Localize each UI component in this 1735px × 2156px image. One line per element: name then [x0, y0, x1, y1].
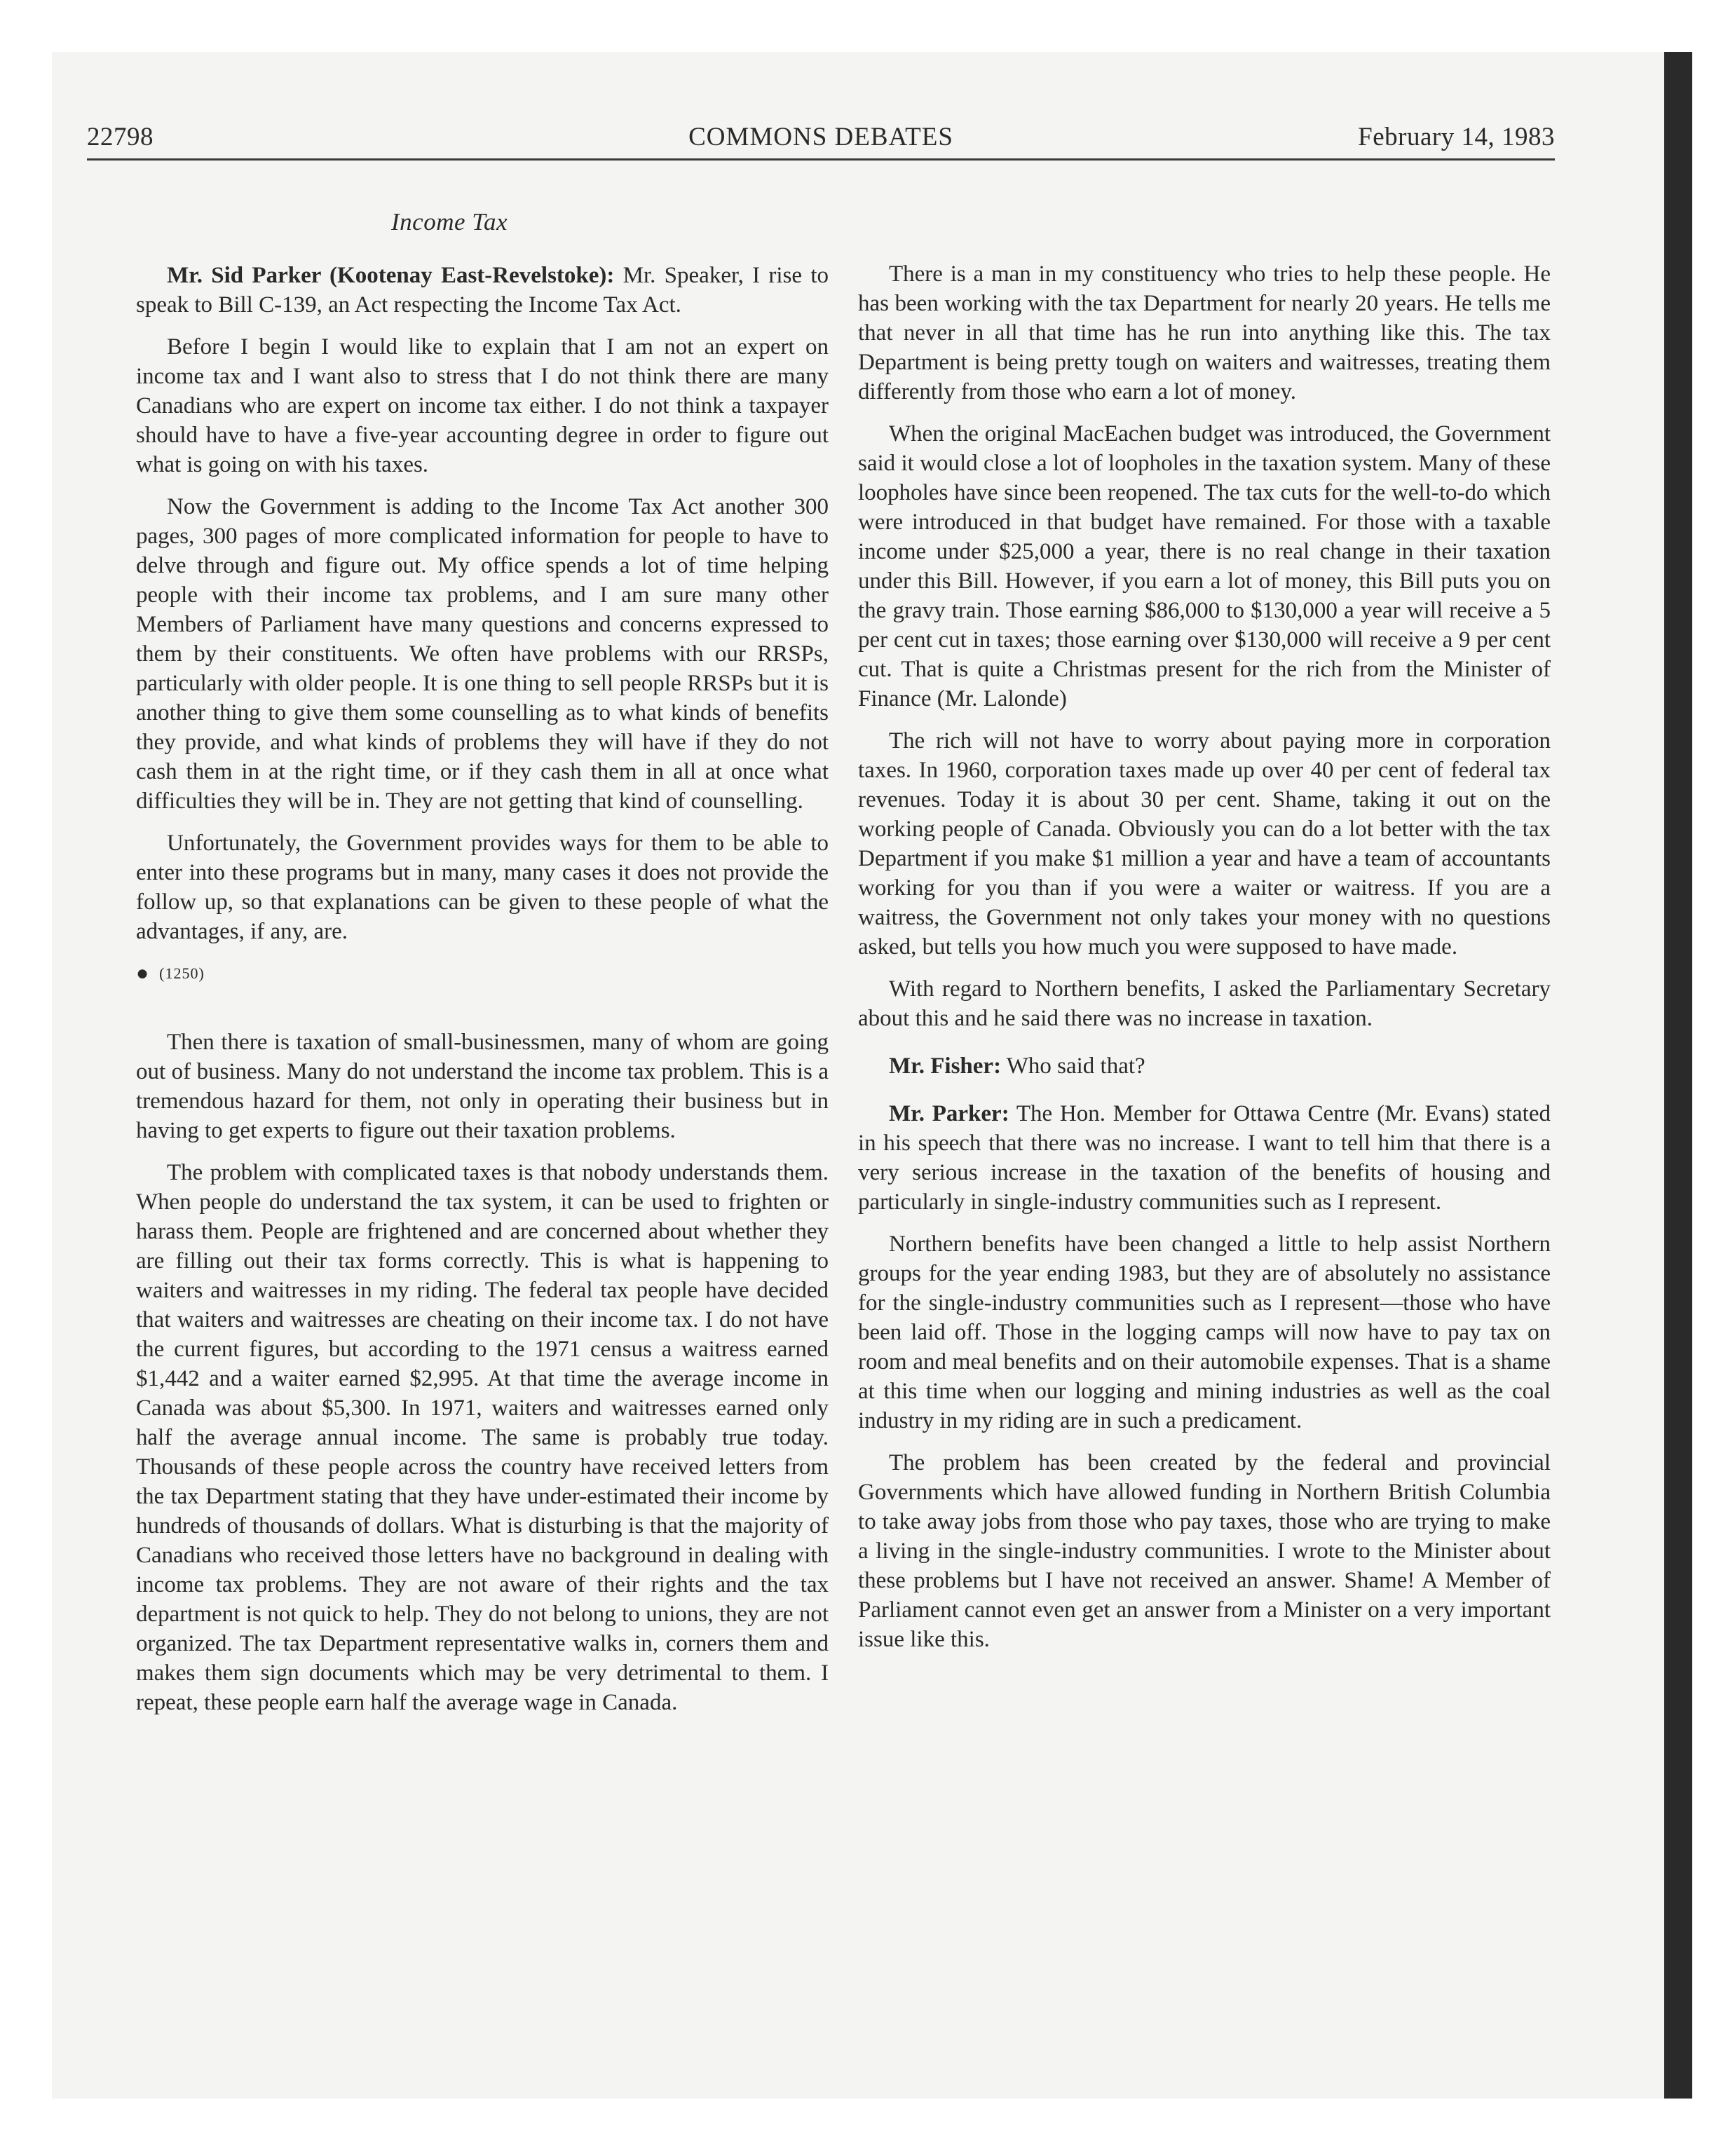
- paragraph: [858, 1099, 1551, 1217]
- paragraph: There is a man in my constituency who tries to help these people. He has been working with the tax Department for nearly 20 years. He tells me that never in all that time has he run into anything like this. The tax Department is being pretty tough on waiters and waitresses, treating them differently from those who earn a lot of money.: [858, 261, 1551, 404]
- paragraph: Unfortunately, the Government provides ways for them to be able to enter into these programs but in many, many cases it does not provide the follow up, so that explanations can be given to these people of what the advantages, if any, are.: [136, 831, 829, 944]
- paragraph: [136, 261, 829, 320]
- right-column: [858, 259, 1551, 1667]
- paragraph: Now the Government is adding to the Income Tax Act another 300 pages, 300 pages of more complicated information for people to have to delve through and figure out. My office spends a lot of time helping people with their income tax problems, and I am sure many other Members of Parliament have many questions and concerns expressed to them by their constituents. We often have problems with our RRSPs, particularly with older people. It is one thing to sell people RRSPs but it is another thing to give them some counselling as to what kinds of benefits they provide, and what kinds of problems they will have if they do not cash them in at the right time, or if they cash them in all at once what difficulties they will be in. They are not getting that kind of counselling.: [136, 494, 829, 814]
- speaker-name: Mr. Parker:: [889, 1101, 1009, 1126]
- bullet-icon: ●: [136, 962, 150, 985]
- paragraph: The problem with complicated taxes is that nobody understands them. When people do understand the tax system, it can be used to frighten or harass them. People are frightened and are concerned about whether they are filling out their tax forms correctly. This is what is happening to waiters and waitresses in my riding. The federal tax people have decided that waiters and waitresses are cheating on their income tax. I do not have the current figures, but according to the 1971 census a waitress earned $1,442 and a waiter earned $2,995. At that time the average income in Canada was about $5,300. In 1971, waiters and waitresses earned only half the average annual income. The same is probably true today. Thousands of these people across the country have received letters from the tax Department stating that they have under-estimated their income by hundreds of thousands of dollars. What is disturbing is that the majority of Canadians who received those letters have no background in dealing with income tax problems. They are not aware of their rights and the tax department is not quick to help. They do not belong to unions, they are not organized. The tax Department representative walks in, corners them and makes them sign documents which may be very detrimental to them. I repeat, these people earn half the average wage in Canada.: [136, 1160, 829, 1715]
- speaker-name: Mr. Fisher:: [889, 1053, 1002, 1079]
- paragraph: Before I begin I would like to explain that I am not an expert on income tax and I want also to stress that I do not think there are many Canadians who are expert on income tax either. I do not think a taxpayer should have to have a five-year accounting degree in order to figure out what is going on with his taxes.: [136, 334, 829, 477]
- paragraph: When the original MacEachen budget was introduced, the Government said it would close a lot of loopholes in the taxation system. Many of these loopholes have since been reopened. The tax cuts for the well-to-do which were introduced in that budget have remained. For those with a taxable income under $25,000 a year, there is no real change in their taxation under this Bill. However, if you earn a lot of money, this Bill puts you on the gravy train. Those earning $86,000 to $130,000 a year will receive a 5 per cent cut in taxes; those earning over $130,000 will receive a 9 per cent cut. That is quite a Christmas present for the rich from the Minister of Finance (Mr. Lalonde): [858, 421, 1551, 711]
- scan-edge-shadow: [1664, 52, 1692, 2099]
- journal-title: COMMONS DEBATES: [688, 123, 953, 151]
- speech-text: Who said that?: [1001, 1053, 1145, 1079]
- paragraph: Then there is taxation of small-businessmen, many of whom are going out of business. Many do not understand the income tax problem. This is a tremendous hazard for them, not only in operating their business but in having to get experts to figure out their taxation problems.: [136, 1030, 829, 1143]
- page-number: 22798: [87, 123, 154, 151]
- speaker-name: Mr. Sid Parker (Kootenay East-Revelstoke):: [167, 263, 615, 288]
- paragraph: [858, 1051, 1551, 1081]
- section-heading: Income Tax: [391, 208, 508, 236]
- issue-date: February 14, 1983: [1358, 123, 1555, 151]
- left-column: [136, 207, 829, 1730]
- time-marker-text: (1250): [159, 964, 205, 982]
- paragraph: The problem has been created by the federal and provincial Governments which have allowed funding in Northern British Columbia to take away jobs from those who pay taxes, those who are trying to make a living in the single-industry communities. I wrote to the Minister about these problems but I have not received an answer. Shame! A Member of Parliament cannot even get an answer from a Minister on a very important issue like this.: [858, 1450, 1551, 1652]
- time-marker: [136, 959, 829, 988]
- paragraph: With regard to Northern benefits, I asked the Parliamentary Secretary about this and he said there was no increase in taxation.: [858, 976, 1551, 1031]
- speech-text: The Hon. Member for Ottawa Centre (Mr. Evans) stated in his speech that there was no increase. I want to tell him that there is a very serious increase in the taxation of the benefits of housing and particularly in single-industry communities such as I represent.: [858, 1101, 1551, 1215]
- paragraph: Northern benefits have been changed a little to help assist Northern groups for the year ending 1983, but they are of absolutely no assistance for the single-industry communities such as I represent—those who have been laid off. Those in the logging camps will now have to pay tax on room and meal benefits and on their automobile expenses. That is a shame at this time when our logging and mining industries as well as the coal industry in my riding are in such a predicament.: [858, 1231, 1551, 1433]
- page-header: [87, 116, 1555, 161]
- speech-text: Mr. Speaker, I rise to speak to Bill C-139, an Act respecting the Income Tax Act.: [136, 263, 829, 318]
- paragraph: The rich will not have to worry about paying more in corporation taxes. In 1960, corporation taxes made up over 40 per cent of federal tax revenues. Today it is about 30 per cent. Shame, taking it out on the working people of Canada. Obviously you can do a lot better with the tax Department if you make $1 million a year and have a team of accountants working for you than if you were a waiter or waitress. If you are a waitress, the Government not only takes your money with no questions asked, but tells you how much you were supposed to have made.: [858, 728, 1551, 960]
